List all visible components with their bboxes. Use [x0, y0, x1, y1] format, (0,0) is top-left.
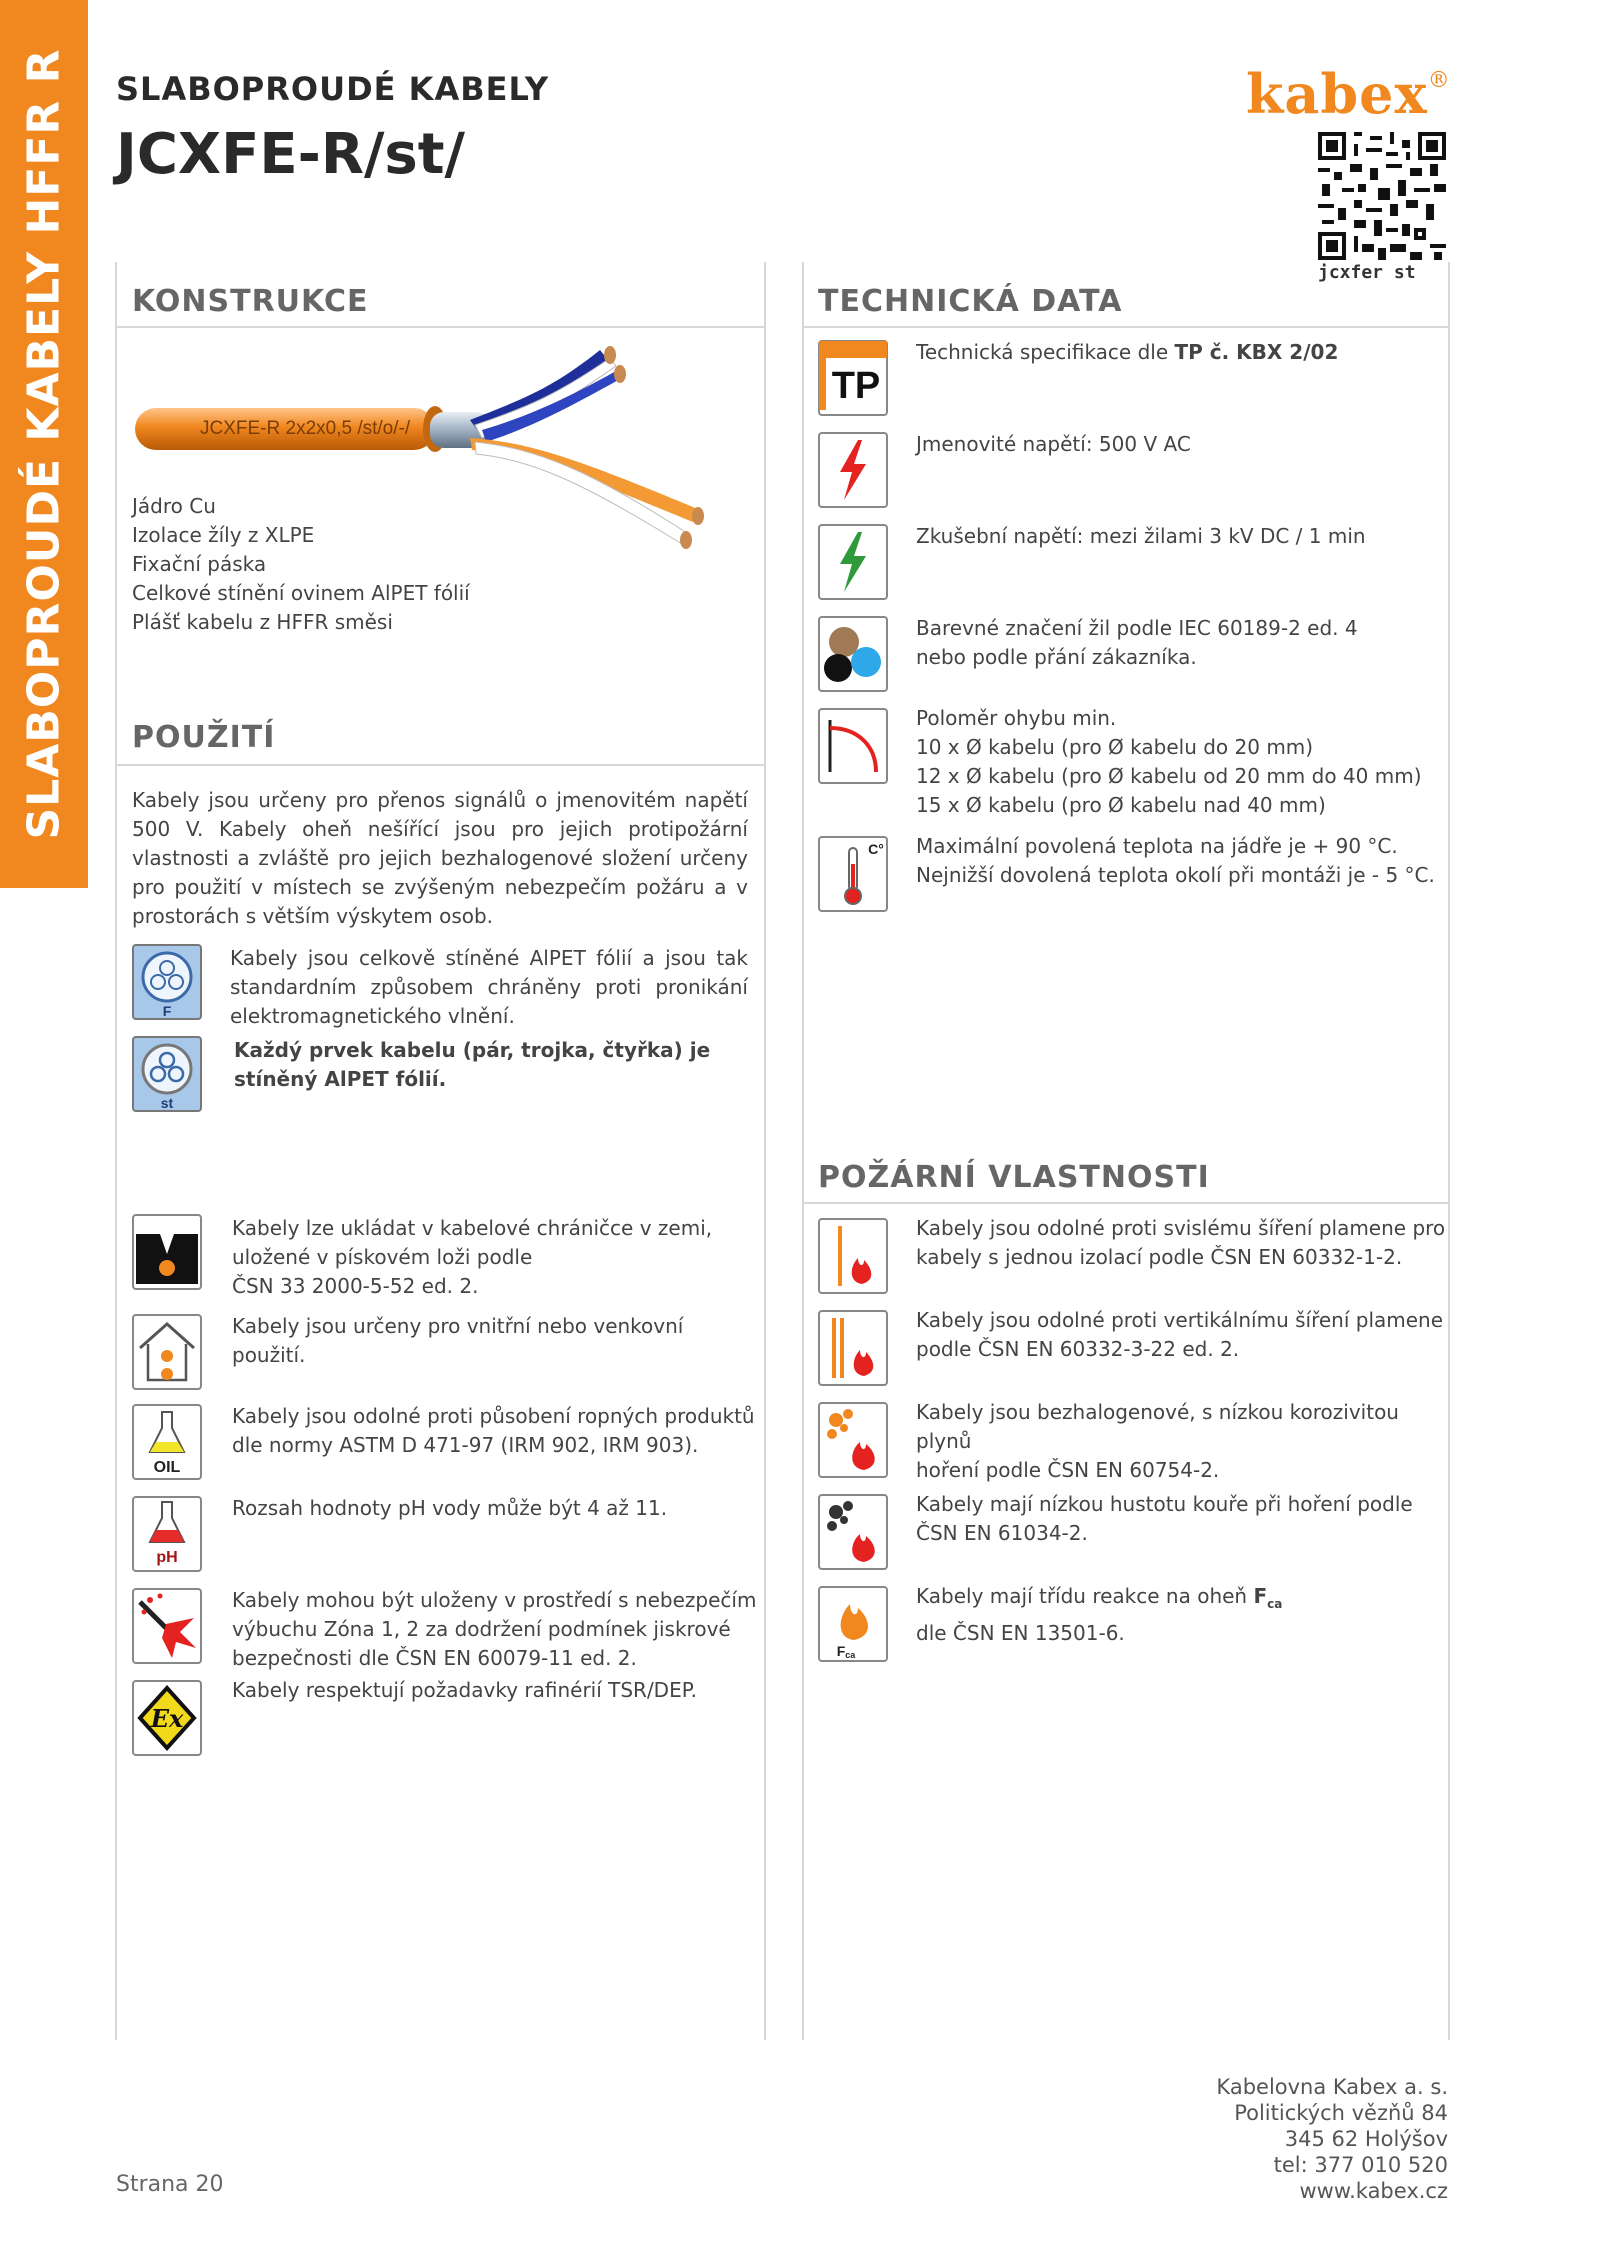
fca-prefix: Kabely mají třídu reakce na oheň: [916, 1584, 1254, 1608]
test-voltage-text: Zkušební napětí: mezi žilami 3 kV DC / 1 min: [916, 524, 1366, 548]
oil-resistance-icon: [132, 1404, 202, 1480]
ground-line: Kabely lze ukládat v kabelové chráničce v zemi,: [232, 1216, 713, 1240]
tech-heading: TECHNICKÁ DATA: [818, 284, 1123, 319]
color-coding-line: Barevné značení žil podle IEC 60189-2 ed. 4: [916, 616, 1358, 640]
ground-laying-icon: [132, 1214, 202, 1290]
pouziti-divider: [116, 764, 764, 766]
konstrukce-item: Jádro Cu: [132, 494, 216, 518]
flame-bunched-line: podle ČSN EN 60332-3-22 ed. 2.: [916, 1337, 1240, 1361]
nominal-voltage-icon: [818, 432, 888, 508]
side-tab-label: SLABOPROUDÉ KABELY HFFR R: [18, 48, 70, 840]
konstrukce-item: Plášť kabelu z HFFR směsi: [132, 610, 393, 634]
low-smoke-text: [916, 1490, 1446, 1548]
fire-class-fca-icon: [818, 1586, 888, 1662]
product-title: JCXFE-R/st/: [116, 122, 465, 187]
fire-heading: POŽÁRNÍ VLASTNOSTI: [818, 1160, 1210, 1195]
ex-atex-icon: [132, 1680, 202, 1756]
left-column-right-border: [764, 262, 766, 2040]
left-column-left-border: [115, 262, 117, 2040]
ph-label: pH: [156, 1549, 178, 1566]
temperature-icon: [818, 836, 888, 912]
spec-number: TP č. KBX 2/02: [1174, 340, 1339, 364]
test-voltage-icon: [818, 524, 888, 600]
bend-line: 15 x Ø kabelu (pro Ø kabelu nad 40 mm): [916, 793, 1326, 817]
ground-text: [232, 1214, 752, 1301]
logo-text: kabex: [1246, 62, 1428, 126]
bend-line: 10 x Ø kabelu (pro Ø kabelu do 20 mm): [916, 735, 1314, 759]
ground-line: ČSN 33 2000-5-52 ed. 2.: [232, 1274, 479, 1298]
ex-label: Ex: [150, 1704, 184, 1733]
category-title: SLABOPROUDÉ KABELY: [116, 70, 550, 108]
bend-text: [916, 704, 1446, 820]
flame-bunched-line: Kabely jsou odolné proti vertikálnímu šíření plamene: [916, 1308, 1444, 1332]
color-coding-icon: [818, 616, 888, 692]
spec-prefix: Technická specifikace dle: [916, 340, 1175, 364]
bend-line: 12 x Ø kabelu (pro Ø kabelu od 20 mm do 40 mm): [916, 764, 1422, 788]
kabex-logo: [1246, 62, 1451, 126]
refinery-text: Kabely respektují požadavky rafinérií TSR/DEP.: [232, 1678, 698, 1702]
oil-label: OIL: [153, 1459, 181, 1476]
low-smoke-line: ČSN EN 61034-2.: [916, 1521, 1088, 1545]
fca-icon-sub: ca: [845, 1650, 856, 1660]
konstrukce-list: [132, 492, 732, 637]
page-number: Strana 20: [116, 2172, 224, 2197]
fca-class-sub: ca: [1267, 1597, 1283, 1611]
address-line: tel: 377 010 520: [1273, 2153, 1448, 2177]
pouziti-intro: Kabely jsou určeny pro přenos signálů o jmenovitém napětí 500 V. Kabely oheň nešířící jsou pro jejich protipožární vlastnosti a zvláště pro jejich bezhalogenové složení určeny pro použití v místech se zvýšeným nebezpečím požáru a v prostorách s větším výskytem osob.: [132, 788, 748, 928]
bend-radius-icon: [818, 708, 888, 784]
address-line: 345 62 Holýšov: [1284, 2127, 1448, 2151]
flame-single-text: [916, 1214, 1446, 1272]
right-column-left-border: [802, 262, 804, 2040]
oil-line: dle normy ASTM D 471-97 (IRM 902, IRM 903).: [232, 1433, 699, 1457]
konstrukce-item: Fixační páska: [132, 552, 267, 576]
fca-class: F: [1253, 1584, 1268, 1608]
shield-st-icon: [132, 1036, 202, 1112]
voltage-text: Jmenovité napětí: 500 V AC: [916, 432, 1191, 456]
ph-text: Rozsah hodnoty pH vody může být 4 až 11.: [232, 1496, 668, 1520]
ph-icon: [132, 1496, 202, 1572]
shield-st-text: Každý prvek kabelu (pár, trojka, čtyřka) je stíněný AlPET fólií.: [234, 1038, 711, 1091]
color-coding-text: [916, 614, 1436, 672]
pouziti-heading: POUŽITÍ: [132, 720, 276, 755]
fire-divider: [803, 1202, 1448, 1204]
ground-line: uložené v pískovém loži podle: [232, 1245, 533, 1269]
flame-bunched-text: [916, 1306, 1446, 1364]
logo-reg: ®: [1427, 68, 1451, 93]
indoor-text: Kabely jsou určeny pro vnitřní nebo venkovní použití.: [232, 1314, 684, 1367]
side-tab: [0, 0, 88, 888]
temperature-line: Nejnižší dovolená teplota okolí při montáži je - 5 °C.: [916, 863, 1435, 887]
temperature-text: [916, 832, 1446, 890]
halogen-free-text: [916, 1398, 1446, 1485]
qr-code-icon[interactable]: [1318, 132, 1446, 260]
qr-caption: jcxfer st: [1318, 262, 1416, 283]
halogen-free-line: hoření podle ČSN EN 60754-2.: [916, 1458, 1220, 1482]
indoor-outdoor-icon: [132, 1314, 202, 1390]
shield-f-text: Kabely jsou celkově stíněné AlPET fólií a jsou tak standardním způsobem chráněny proti pronikání elektromagnetického vlnění.: [230, 946, 748, 1028]
address-line: Kabelovna Kabex a. s.: [1216, 2075, 1448, 2099]
bend-line: Poloměr ohybu min.: [916, 706, 1117, 730]
oil-text: [232, 1402, 762, 1460]
explosion-text: [232, 1586, 762, 1673]
shield-st-label: st: [160, 1095, 174, 1111]
right-column-right-border: [1448, 262, 1450, 2040]
shield-f-icon: [132, 944, 202, 1020]
temperature-line: Maximální povolená teplota na jádře je + 90 °C.: [916, 834, 1398, 858]
address-line: Politických vězňů 84: [1234, 2101, 1448, 2125]
explosion-line: bezpečnosti dle ČSN EN 60079-11 ed. 2.: [232, 1646, 637, 1670]
fca-icon-letter: F: [836, 1643, 846, 1659]
flame-single-line: Kabely jsou odolné proti svislému šíření plamene pro: [916, 1216, 1446, 1240]
temp-label: C°: [868, 841, 884, 857]
konstrukce-item: Celkové stínění ovinem AlPET fólií: [132, 581, 470, 605]
explosion-hazard-icon: [132, 1588, 202, 1664]
shield-f-label: F: [162, 1003, 172, 1019]
tp-label: TP: [831, 365, 881, 407]
halogen-free-icon: [818, 1402, 888, 1478]
low-smoke-icon: [818, 1494, 888, 1570]
oil-line: Kabely jsou odolné proti působení ropných produktů: [232, 1404, 755, 1428]
fca-text: [916, 1582, 1446, 1648]
konstrukce-divider: [116, 326, 764, 328]
halogen-free-line: Kabely jsou bezhalogenové, s nízkou korozivitou plynů: [916, 1400, 1399, 1453]
fca-line: [916, 1582, 1446, 1619]
flame-single-cable-icon: [818, 1218, 888, 1294]
tech-divider: [803, 326, 1448, 328]
color-coding-line: nebo podle přání zákazníka.: [916, 645, 1197, 669]
tp-spec-icon: [818, 340, 888, 416]
cable-print-text: JCXFE-R 2x2x0,5 /st/o/-/: [200, 418, 411, 439]
konstrukce-item: Izolace žíly z XLPE: [132, 523, 315, 547]
explosion-line: výbuchu Zóna 1, 2 za dodržení podmínek jiskrové: [232, 1617, 731, 1641]
explosion-line: Kabely mohou být uloženy v prostředí s nebezpečím: [232, 1588, 757, 1612]
low-smoke-line: Kabely mají nízkou hustotu kouře při hoření podle: [916, 1492, 1413, 1516]
website-link[interactable]: www.kabex.cz: [1299, 2179, 1448, 2203]
flame-bunched-icon: [818, 1310, 888, 1386]
company-address: [1216, 2074, 1448, 2204]
spec-text: [916, 338, 1436, 367]
flame-single-line: kabely s jednou izolací podle ČSN EN 60332-1-2.: [916, 1245, 1403, 1269]
fca-line: dle ČSN EN 13501-6.: [916, 1621, 1125, 1645]
konstrukce-heading: KONSTRUKCE: [132, 284, 369, 319]
